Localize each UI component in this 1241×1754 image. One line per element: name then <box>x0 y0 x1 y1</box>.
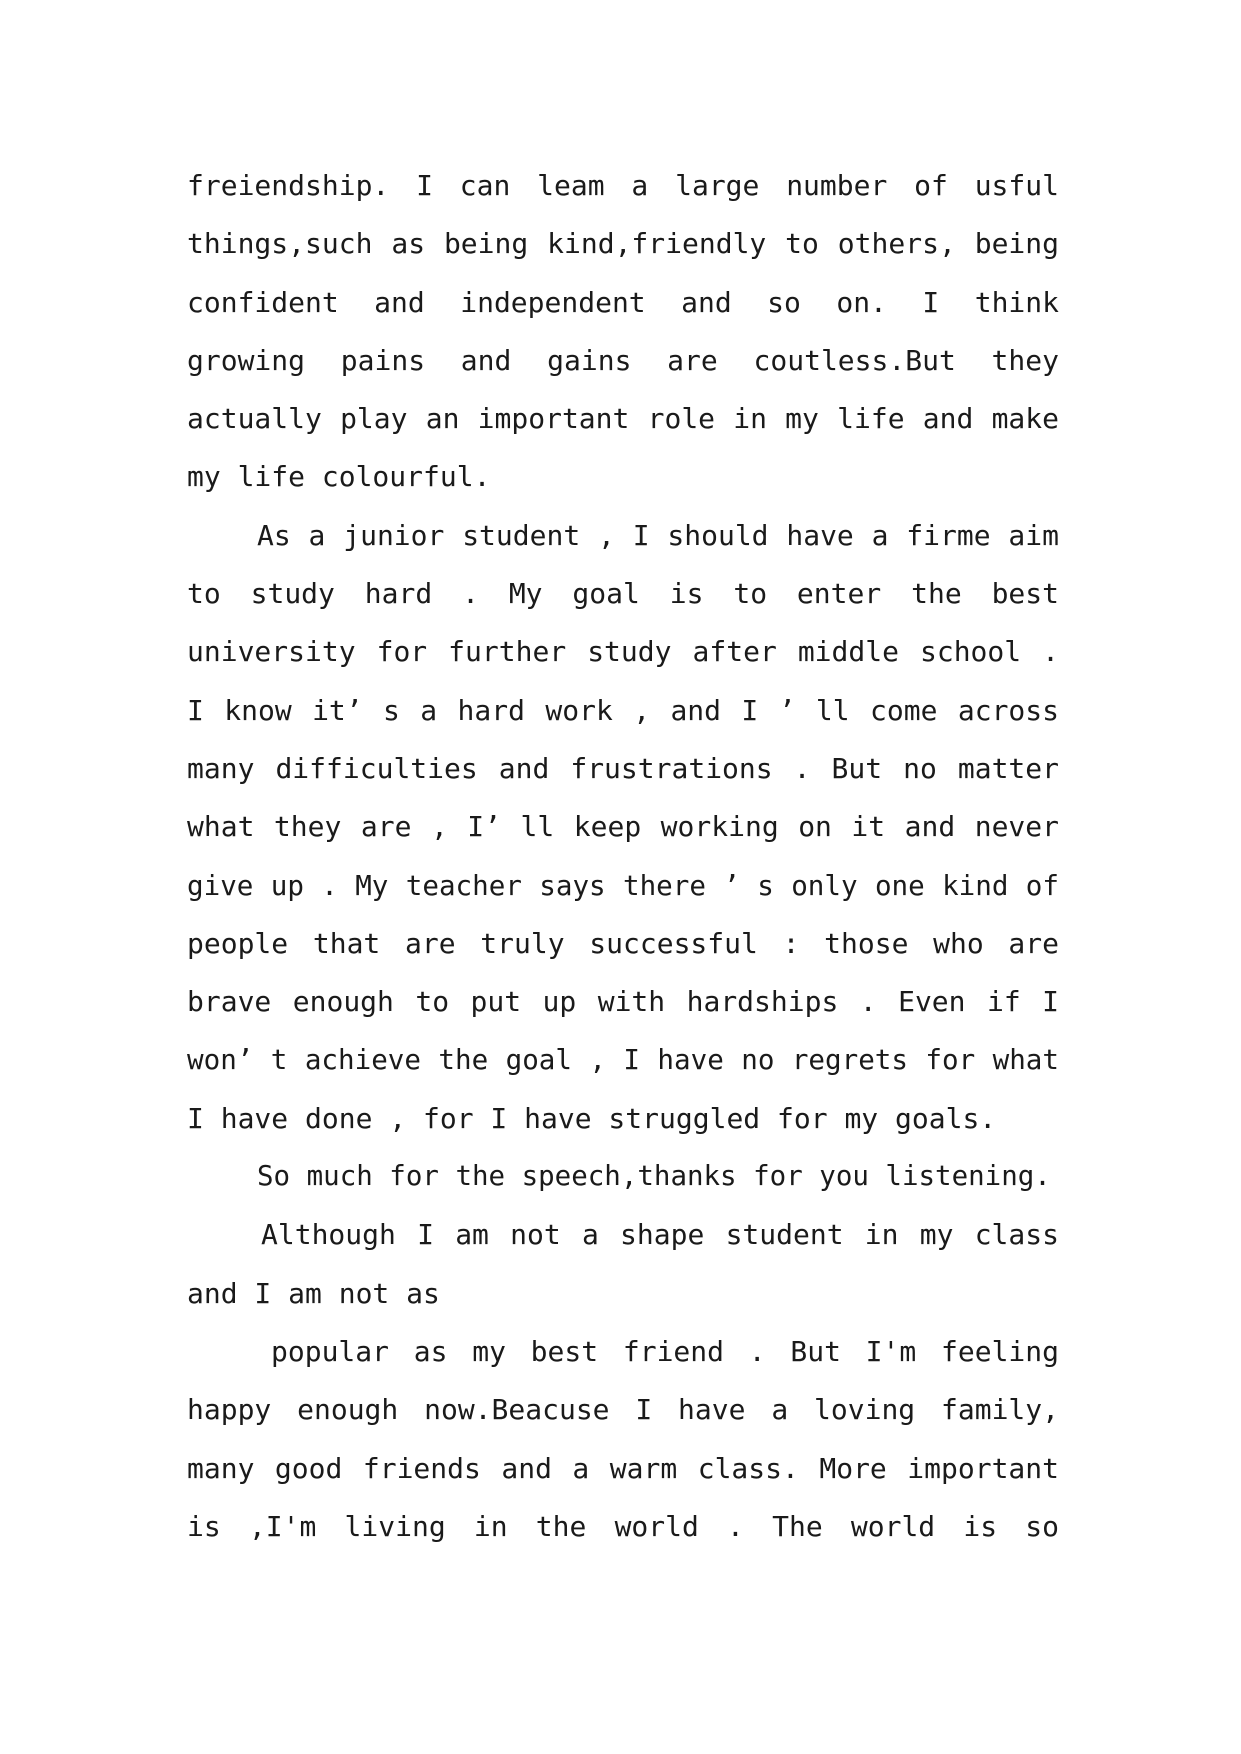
text-line: I know it’ s a hard work , and I ’ ll come across <box>187 693 1059 727</box>
text-line: won’ t achieve the goal , I have no regrets for what <box>187 1043 1059 1077</box>
text-line: growing pains and gains are coutless.But they <box>187 343 1059 377</box>
text-line: many difficulties and frustrations . But no matter <box>187 751 1059 785</box>
text-line: So much for the speech,thanks for you listening. <box>257 1161 1051 1193</box>
text-line: As a junior student , I should have a firme aim <box>257 518 1059 552</box>
text-line: brave enough to put up with hardships . Even if I <box>187 985 1059 1019</box>
text-line: things,such as being kind,friendly to others, being <box>187 227 1059 261</box>
text-line: Although I am not a shape student in my class <box>261 1218 1059 1252</box>
text-line: is ,I'm living in the world . The world is so <box>187 1509 1059 1543</box>
body-text <box>187 163 1059 1562</box>
text-line: actually play an important role in my life and make <box>187 402 1059 436</box>
text-line: and I am not as <box>187 1276 440 1310</box>
text-line: popular as my best friend . But I'm feeling <box>271 1334 1059 1368</box>
text-line: confident and independent and so on. I think <box>187 285 1059 319</box>
text-line: I have done , for I have struggled for my goals. <box>187 1101 997 1135</box>
text-line: many good friends and a warm class. More important <box>187 1451 1059 1485</box>
text-line: what they are , I’ ll keep working on it and never <box>187 810 1059 844</box>
text-line: to study hard . My goal is to enter the best <box>187 577 1059 611</box>
text-line: happy enough now.Beacuse I have a loving family, <box>187 1393 1059 1427</box>
text-line: give up . My teacher says there ’ s only one kind of <box>187 868 1059 902</box>
text-line: my life colourful. <box>187 460 491 494</box>
text-line: people that are truly successful : those who are <box>187 926 1059 960</box>
text-line: university for further study after middle school . <box>187 635 1059 669</box>
text-line: freiendship. I can leam a large number of usful <box>187 169 1059 202</box>
